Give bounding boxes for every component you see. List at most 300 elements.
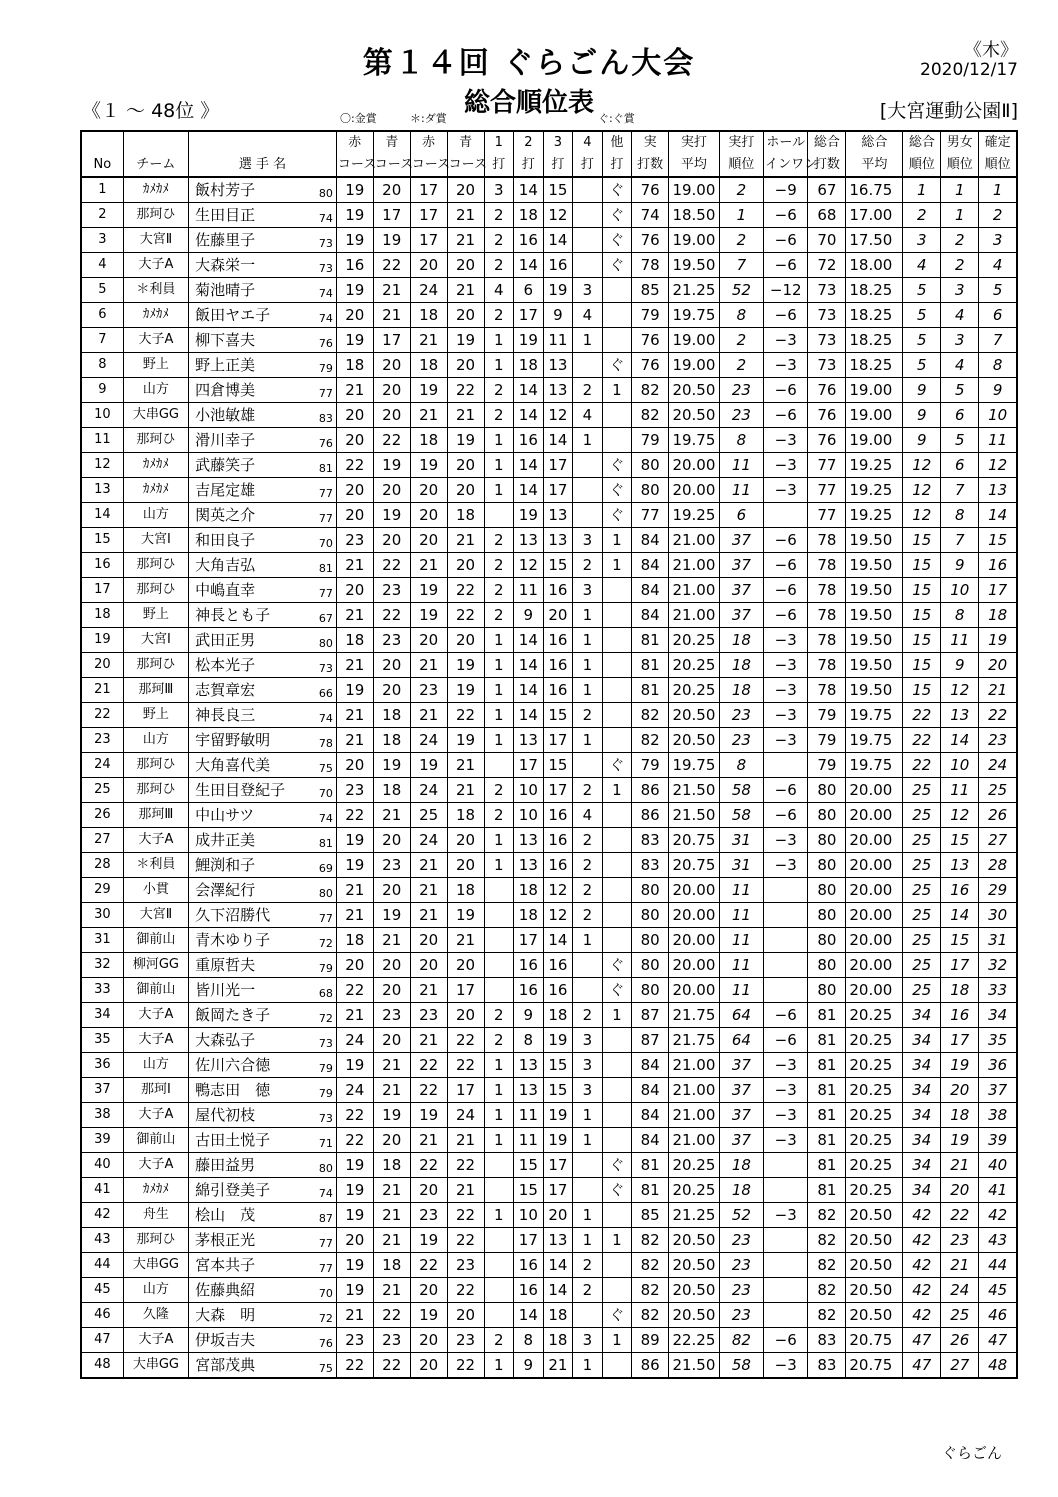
col-gender-rank-top: 男女 bbox=[941, 131, 979, 154]
table-cell: 20 bbox=[373, 1128, 410, 1153]
table-cell: 1 bbox=[573, 1203, 603, 1228]
table-cell: 34 bbox=[903, 1003, 941, 1028]
table-cell: 80 bbox=[632, 878, 669, 903]
table-cell: 89 bbox=[632, 1328, 669, 1353]
table-cell: 那珂ひ bbox=[123, 553, 188, 578]
table-cell: 31 bbox=[979, 928, 1017, 953]
table-cell: 34 bbox=[903, 1128, 941, 1153]
table-cell: 20.75 bbox=[669, 828, 720, 853]
table-cell: 1 bbox=[573, 1103, 603, 1128]
table-cell: 4 bbox=[979, 253, 1017, 278]
table-cell: 20.25 bbox=[846, 1153, 903, 1178]
table-cell: 19 bbox=[941, 1128, 979, 1153]
table-cell: 20.25 bbox=[669, 678, 720, 703]
table-cell: 20.50 bbox=[846, 1278, 903, 1303]
table-cell: 1 bbox=[484, 1103, 514, 1128]
table-cell: 19.00 bbox=[846, 428, 903, 453]
table-row bbox=[81, 1328, 1017, 1353]
table-cell: 19.00 bbox=[846, 378, 903, 403]
table-cell: 13 bbox=[514, 1078, 544, 1103]
table-cell: 5 bbox=[903, 328, 941, 353]
table-cell: 16 bbox=[81, 553, 123, 578]
table-cell: 24 bbox=[410, 778, 447, 803]
table-cell: 舟生 bbox=[123, 1203, 188, 1228]
table-cell: 39 bbox=[81, 1128, 123, 1153]
table-cell: 19 bbox=[336, 328, 373, 353]
table-cell: 80 bbox=[309, 177, 336, 203]
table-cell: −3 bbox=[764, 478, 808, 503]
table-cell: 74 bbox=[309, 303, 336, 328]
table-cell: 19 bbox=[543, 1128, 573, 1153]
table-cell: 1 bbox=[484, 1128, 514, 1153]
table-cell: 14 bbox=[514, 1303, 544, 1328]
table-cell: 72 bbox=[309, 1003, 336, 1028]
table-cell: 20 bbox=[336, 403, 373, 428]
table-cell: 16 bbox=[514, 228, 544, 253]
table-cell: −6 bbox=[764, 778, 808, 803]
table-cell: 1 bbox=[484, 1203, 514, 1228]
table-cell: 80 bbox=[808, 928, 846, 953]
table-cell: 小貫 bbox=[123, 878, 188, 903]
table-cell: 20.00 bbox=[669, 928, 720, 953]
col-other: 打 bbox=[602, 154, 632, 177]
table-cell: 25 bbox=[903, 978, 941, 1003]
col-gender-rank: 順位 bbox=[941, 154, 979, 177]
table-cell: 20.25 bbox=[846, 1178, 903, 1203]
table-row bbox=[81, 778, 1017, 803]
table-cell: 14 bbox=[543, 1253, 573, 1278]
table-cell: 20.25 bbox=[846, 1053, 903, 1078]
table-cell bbox=[764, 953, 808, 978]
table-cell: 2 bbox=[81, 203, 123, 228]
table-cell: 20.00 bbox=[846, 928, 903, 953]
table-cell: 80 bbox=[632, 978, 669, 1003]
table-cell: 21.50 bbox=[669, 803, 720, 828]
table-cell: 大子A bbox=[123, 828, 188, 853]
table-cell bbox=[764, 753, 808, 778]
table-cell: 20 bbox=[447, 628, 484, 653]
table-cell bbox=[602, 653, 632, 678]
table-cell: 18.25 bbox=[846, 353, 903, 378]
table-cell: 那珂ひ bbox=[123, 203, 188, 228]
table-cell: 4 bbox=[81, 253, 123, 278]
table-cell: 23 bbox=[719, 1278, 763, 1303]
table-cell: 20 bbox=[81, 653, 123, 678]
table-cell: 21 bbox=[336, 378, 373, 403]
table-cell: 生田目登紀子 bbox=[189, 778, 309, 803]
table-cell: 21 bbox=[410, 553, 447, 578]
table-cell: 6 bbox=[514, 278, 544, 303]
table-cell: 12 bbox=[514, 553, 544, 578]
table-cell: 19 bbox=[336, 678, 373, 703]
table-cell: 19 bbox=[543, 1028, 573, 1053]
table-cell: 22 bbox=[447, 378, 484, 403]
table-cell: 16 bbox=[514, 953, 544, 978]
table-cell: 20.75 bbox=[846, 1328, 903, 1353]
table-cell: 47 bbox=[903, 1353, 941, 1379]
table-cell: 吉尾定雄 bbox=[189, 478, 309, 503]
table-cell: 24 bbox=[336, 1028, 373, 1053]
table-cell: 21 bbox=[447, 928, 484, 953]
table-cell: 23 bbox=[410, 1203, 447, 1228]
table-cell: 21 bbox=[373, 1078, 410, 1103]
table-cell: 80 bbox=[808, 853, 846, 878]
table-cell: 19 bbox=[447, 678, 484, 703]
table-cell bbox=[602, 1103, 632, 1128]
table-cell: 1 bbox=[484, 678, 514, 703]
table-cell: 18 bbox=[447, 803, 484, 828]
table-cell: 15 bbox=[941, 928, 979, 953]
table-cell: 81 bbox=[808, 1053, 846, 1078]
table-cell: 8 bbox=[979, 353, 1017, 378]
table-cell: 19 bbox=[81, 628, 123, 653]
table-cell: 82 bbox=[632, 1253, 669, 1278]
table-cell: 20 bbox=[410, 1278, 447, 1303]
col-course2-top: 青 bbox=[373, 131, 410, 154]
table-row bbox=[81, 628, 1017, 653]
table-cell: 21.00 bbox=[669, 578, 720, 603]
col-hio-top: ホール bbox=[764, 131, 808, 154]
table-cell: 76 bbox=[808, 428, 846, 453]
table-cell: 20.50 bbox=[669, 1228, 720, 1253]
table-cell: 24 bbox=[410, 728, 447, 753]
table-cell: 81 bbox=[808, 1078, 846, 1103]
table-cell: 那珂ひ bbox=[123, 578, 188, 603]
table-cell: 2 bbox=[719, 328, 763, 353]
table-cell: 8 bbox=[514, 1328, 544, 1353]
table-cell: 中嶋直幸 bbox=[189, 578, 309, 603]
table-cell: 20 bbox=[336, 953, 373, 978]
table-cell: 3 bbox=[903, 228, 941, 253]
table-cell: 那珂Ⅰ bbox=[123, 1078, 188, 1103]
table-cell: 87 bbox=[309, 1203, 336, 1228]
table-cell: 飯田ヤエ子 bbox=[189, 303, 309, 328]
table-cell: 82 bbox=[808, 1203, 846, 1228]
table-cell: 43 bbox=[979, 1228, 1017, 1253]
table-cell: 19 bbox=[336, 1053, 373, 1078]
table-cell: 9 bbox=[979, 378, 1017, 403]
table-cell: 34 bbox=[903, 1053, 941, 1078]
table-cell: 20 bbox=[447, 853, 484, 878]
table-cell: 84 bbox=[632, 1053, 669, 1078]
table-cell: 2 bbox=[484, 203, 514, 228]
table-cell: 10 bbox=[514, 1203, 544, 1228]
table-cell: −3 bbox=[764, 453, 808, 478]
table-cell: 21 bbox=[373, 278, 410, 303]
table-cell: 皆川光一 bbox=[189, 978, 309, 1003]
table-cell: 14 bbox=[543, 928, 573, 953]
table-cell: 39 bbox=[979, 1128, 1017, 1153]
table-cell: −6 bbox=[764, 578, 808, 603]
table-cell bbox=[484, 878, 514, 903]
table-cell: 四倉博美 bbox=[189, 378, 309, 403]
table-cell: 10 bbox=[941, 753, 979, 778]
table-cell: 22 bbox=[336, 803, 373, 828]
table-cell: 茅根正光 bbox=[189, 1228, 309, 1253]
table-cell: 21 bbox=[543, 1353, 573, 1379]
table-cell: 8 bbox=[941, 503, 979, 528]
table-cell: 81 bbox=[808, 1178, 846, 1203]
table-cell: 7 bbox=[941, 478, 979, 503]
table-cell: 1 bbox=[903, 177, 941, 203]
table-cell: 22 bbox=[903, 728, 941, 753]
table-cell: 22 bbox=[410, 1253, 447, 1278]
table-cell: 2 bbox=[484, 303, 514, 328]
table-cell bbox=[484, 1228, 514, 1253]
table-cell: 2 bbox=[484, 378, 514, 403]
table-cell: 4 bbox=[573, 303, 603, 328]
table-cell: 神長良三 bbox=[189, 703, 309, 728]
table-cell: 24 bbox=[941, 1278, 979, 1303]
table-cell: 70 bbox=[309, 528, 336, 553]
table-cell: 20 bbox=[336, 1228, 373, 1253]
table-cell: 21 bbox=[336, 553, 373, 578]
table-cell: 34 bbox=[903, 1178, 941, 1203]
table-cell: 18 bbox=[941, 978, 979, 1003]
table-cell: 20 bbox=[447, 177, 484, 203]
table-cell: 佐藤里子 bbox=[189, 228, 309, 253]
table-cell: 19 bbox=[373, 903, 410, 928]
table-cell: 16 bbox=[514, 978, 544, 1003]
table-row bbox=[81, 528, 1017, 553]
table-cell: 72 bbox=[309, 1303, 336, 1328]
table-cell: 13 bbox=[514, 528, 544, 553]
table-cell: 41 bbox=[81, 1178, 123, 1203]
col-d4-top: 4 bbox=[573, 131, 603, 154]
table-cell: 84 bbox=[632, 1103, 669, 1128]
col-course1-top: 赤 bbox=[336, 131, 373, 154]
table-cell: 5 bbox=[979, 278, 1017, 303]
ranking-table bbox=[80, 130, 1018, 1379]
table-cell bbox=[484, 1278, 514, 1303]
table-cell: 17 bbox=[447, 1078, 484, 1103]
table-cell: 27 bbox=[81, 828, 123, 853]
table-cell: 13 bbox=[941, 853, 979, 878]
table-cell: −3 bbox=[764, 328, 808, 353]
table-cell: 21 bbox=[447, 278, 484, 303]
table-row bbox=[81, 703, 1017, 728]
table-row bbox=[81, 603, 1017, 628]
table-cell: 重原哲夫 bbox=[189, 953, 309, 978]
table-cell: −3 bbox=[764, 628, 808, 653]
table-cell: 64 bbox=[719, 1028, 763, 1053]
table-cell: −6 bbox=[764, 253, 808, 278]
table-cell: 14 bbox=[543, 428, 573, 453]
table-row bbox=[81, 1053, 1017, 1078]
table-cell: 1 bbox=[573, 428, 603, 453]
table-cell bbox=[484, 903, 514, 928]
table-cell: 16 bbox=[979, 553, 1017, 578]
table-cell: 1 bbox=[484, 653, 514, 678]
table-cell: 23 bbox=[979, 728, 1017, 753]
table-cell: 5 bbox=[941, 378, 979, 403]
table-cell: 11 bbox=[719, 978, 763, 1003]
table-cell: 大森 明 bbox=[189, 1303, 309, 1328]
table-cell: 22 bbox=[979, 703, 1017, 728]
table-cell: 2 bbox=[979, 203, 1017, 228]
table-cell: 25 bbox=[903, 853, 941, 878]
table-row bbox=[81, 653, 1017, 678]
table-cell: −6 bbox=[764, 403, 808, 428]
table-cell: 和田良子 bbox=[189, 528, 309, 553]
table-cell: 大子A bbox=[123, 1028, 188, 1053]
table-cell: −6 bbox=[764, 553, 808, 578]
col-avg-top: 実打 bbox=[669, 131, 720, 154]
table-cell: 9 bbox=[903, 428, 941, 453]
table-cell: 18 bbox=[514, 878, 544, 903]
table-cell: 18 bbox=[410, 303, 447, 328]
table-cell: 14 bbox=[979, 503, 1017, 528]
table-cell: 19 bbox=[336, 278, 373, 303]
table-cell: −3 bbox=[764, 1128, 808, 1153]
table-cell: 19 bbox=[336, 177, 373, 203]
table-cell: 36 bbox=[81, 1053, 123, 1078]
table-row bbox=[81, 278, 1017, 303]
table-cell: 26 bbox=[979, 803, 1017, 828]
table-cell: 75 bbox=[309, 753, 336, 778]
table-cell bbox=[602, 328, 632, 353]
table-cell: 18.50 bbox=[669, 203, 720, 228]
table-cell: 23 bbox=[719, 728, 763, 753]
table-cell: 79 bbox=[309, 1078, 336, 1103]
table-cell: 15 bbox=[903, 653, 941, 678]
table-cell: 20.25 bbox=[846, 1003, 903, 1028]
table-cell: 73 bbox=[309, 1103, 336, 1128]
table-cell: 83 bbox=[808, 1328, 846, 1353]
table-cell: 2 bbox=[573, 878, 603, 903]
table-cell: 58 bbox=[719, 803, 763, 828]
table-cell: 4 bbox=[941, 353, 979, 378]
table-cell: 25 bbox=[903, 903, 941, 928]
table-cell: 17 bbox=[410, 203, 447, 228]
table-cell: 19 bbox=[979, 628, 1017, 653]
table-cell: 22.25 bbox=[669, 1328, 720, 1353]
table-cell: 34 bbox=[903, 1078, 941, 1103]
table-cell: 82 bbox=[632, 1303, 669, 1328]
table-cell: 19.50 bbox=[846, 603, 903, 628]
table-cell: 58 bbox=[719, 1353, 763, 1379]
table-cell: 81 bbox=[632, 678, 669, 703]
table-cell: 82 bbox=[808, 1303, 846, 1328]
table-cell: 86 bbox=[632, 803, 669, 828]
table-cell: 15 bbox=[543, 177, 573, 203]
table-cell: 12 bbox=[903, 478, 941, 503]
table-cell: 73 bbox=[309, 1028, 336, 1053]
table-cell: 13 bbox=[543, 353, 573, 378]
table-cell: 20 bbox=[373, 177, 410, 203]
table-cell: 18 bbox=[719, 1178, 763, 1203]
table-cell: 38 bbox=[81, 1103, 123, 1128]
table-cell: 1 bbox=[573, 653, 603, 678]
table-cell: 2 bbox=[484, 1003, 514, 1028]
table-cell: 神長とも子 bbox=[189, 603, 309, 628]
table-cell: 2 bbox=[484, 1028, 514, 1053]
table-cell: 19 bbox=[336, 228, 373, 253]
col-total: 打数 bbox=[808, 154, 846, 177]
table-cell: 24 bbox=[410, 278, 447, 303]
table-cell: 9 bbox=[903, 403, 941, 428]
table-cell: 20 bbox=[373, 953, 410, 978]
table-cell bbox=[602, 1203, 632, 1228]
table-cell: 81 bbox=[632, 653, 669, 678]
table-cell: 19 bbox=[410, 453, 447, 478]
table-cell: 20 bbox=[447, 453, 484, 478]
table-cell: 桧山 茂 bbox=[189, 1203, 309, 1228]
table-cell: 山方 bbox=[123, 1053, 188, 1078]
table-cell: 18 bbox=[81, 603, 123, 628]
table-row bbox=[81, 1078, 1017, 1103]
table-cell: 21 bbox=[336, 1003, 373, 1028]
table-cell: 11 bbox=[514, 1128, 544, 1153]
table-cell: ＊利員 bbox=[123, 853, 188, 878]
table-cell: 18 bbox=[373, 1153, 410, 1178]
table-cell: 20.00 bbox=[846, 953, 903, 978]
table-cell bbox=[602, 878, 632, 903]
table-cell: 14 bbox=[514, 653, 544, 678]
table-cell: 2 bbox=[573, 1003, 603, 1028]
table-cell: 23 bbox=[719, 1228, 763, 1253]
table-cell: 12 bbox=[543, 203, 573, 228]
table-cell: 2 bbox=[573, 703, 603, 728]
table-cell: 34 bbox=[903, 1153, 941, 1178]
table-cell: 滑川幸子 bbox=[189, 428, 309, 453]
col-d3: 打 bbox=[543, 154, 573, 177]
table-cell: 20.00 bbox=[846, 978, 903, 1003]
table-cell: 2 bbox=[573, 778, 603, 803]
table-cell: 柳下喜夫 bbox=[189, 328, 309, 353]
table-cell: 82 bbox=[719, 1328, 763, 1353]
table-row bbox=[81, 728, 1017, 753]
table-cell: 23 bbox=[719, 403, 763, 428]
table-cell: 17 bbox=[514, 1228, 544, 1253]
table-cell: −3 bbox=[764, 678, 808, 703]
col-course1: コース bbox=[336, 154, 373, 177]
table-cell: 19 bbox=[410, 1228, 447, 1253]
table-cell: 7 bbox=[81, 328, 123, 353]
table-cell bbox=[602, 678, 632, 703]
table-cell: 81 bbox=[808, 1003, 846, 1028]
table-cell bbox=[484, 1178, 514, 1203]
table-cell: 68 bbox=[808, 203, 846, 228]
table-cell: 33 bbox=[979, 978, 1017, 1003]
table-cell: 22 bbox=[373, 603, 410, 628]
table-row bbox=[81, 453, 1017, 478]
table-cell: 22 bbox=[447, 1153, 484, 1178]
table-cell: 43 bbox=[81, 1228, 123, 1253]
table-cell: 22 bbox=[447, 1228, 484, 1253]
table-cell: 14 bbox=[514, 678, 544, 703]
table-cell: 21.75 bbox=[669, 1003, 720, 1028]
table-cell: 21 bbox=[410, 653, 447, 678]
table-cell: 15 bbox=[941, 828, 979, 853]
table-cell: 52 bbox=[719, 278, 763, 303]
table-cell: 21 bbox=[447, 778, 484, 803]
table-cell: 18 bbox=[336, 353, 373, 378]
table-cell: 19 bbox=[410, 378, 447, 403]
table-cell: 21.75 bbox=[669, 1028, 720, 1053]
table-cell: 23 bbox=[373, 1328, 410, 1353]
table-cell bbox=[573, 753, 603, 778]
table-cell: 18 bbox=[514, 353, 544, 378]
table-row bbox=[81, 1153, 1017, 1178]
table-cell: 19 bbox=[447, 653, 484, 678]
table-cell: 19 bbox=[336, 1203, 373, 1228]
table-cell: 21 bbox=[373, 1203, 410, 1228]
table-cell bbox=[573, 203, 603, 228]
table-cell: 19 bbox=[336, 1253, 373, 1278]
table-cell: 20 bbox=[336, 303, 373, 328]
table-cell: 21.00 bbox=[669, 1103, 720, 1128]
